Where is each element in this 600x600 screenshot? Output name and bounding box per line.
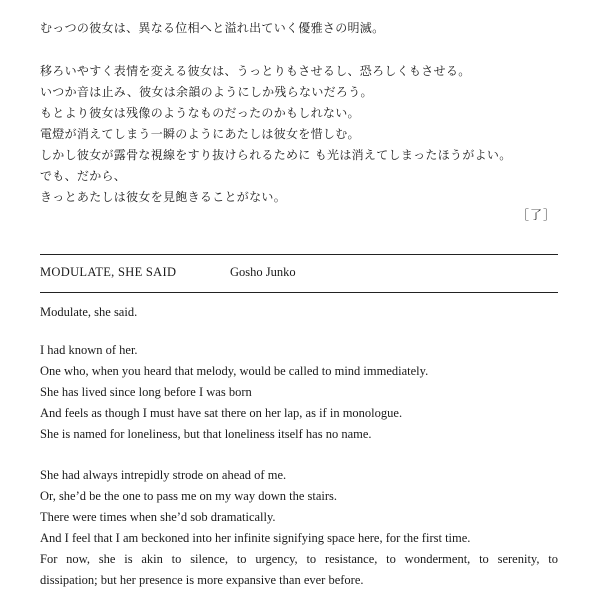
stanza-gap <box>40 445 560 465</box>
title-rule-top <box>40 254 558 255</box>
en-line: There were times when she’d sob dramatically. <box>40 510 276 524</box>
en-line: She had always intrepidly strode on ahead of me. <box>40 468 287 482</box>
jp-line: 移ろいやすく表情を変える彼女は、うっとりもさせるし、恐ろしくもさせる。 <box>40 64 471 78</box>
en-line: dissipation; but her presence is more expansive than ever before. <box>40 573 364 587</box>
jp-line: きっとあたしは彼女を見飽きることがない。 <box>40 190 287 204</box>
poem-title: MODULATE, SHE SAID <box>40 265 177 279</box>
jp-line: でも、だから、 <box>40 169 127 183</box>
en-line: One who, when you heard that melody, would be called to mind immediately. <box>40 364 429 378</box>
poem-author: Gosho Junko <box>230 265 296 279</box>
jp-line: もとより彼女は残像のようなものだったのかもしれない。 <box>40 106 360 120</box>
english-poem <box>40 302 560 591</box>
japanese-poem <box>40 18 560 208</box>
end-mark: ［了］ <box>516 208 556 222</box>
stanza-gap <box>40 39 560 61</box>
en-line: Or, she’d be the one to pass me on my way down the stairs. <box>40 489 338 503</box>
en-line: For now, she is akin to silence, to urgency, to resistance, to wonderment, to serenity, to <box>40 552 558 566</box>
en-line: And I feel that I am beckoned into her infinite signifying space here, for the first time. <box>40 531 471 545</box>
stanza-gap <box>40 323 560 340</box>
en-line: And feels as though I must have sat there on her lap, as if in monologue. <box>40 406 403 420</box>
en-opening-line: Modulate, she said. <box>40 305 138 319</box>
en-line: She has lived since long before I was born <box>40 385 252 399</box>
jp-line: 電燈が消えてしまう一瞬のようにあたしは彼女を惜しむ。 <box>40 127 360 141</box>
poem-heading <box>40 265 558 283</box>
jp-line: いつか音は止み、彼女は余韻のようにしか残らないだろう。 <box>40 85 373 99</box>
jp-line: しかし彼女が露骨な視線をすり抜けられるために も光は消えてしまったほうがよい。 <box>40 148 512 162</box>
jp-opening-line: むっつの彼女は、異なる位相へと溢れ出ていく優雅さの明滅。 <box>40 21 385 35</box>
en-line: She is named for loneliness, but that loneliness itself has no name. <box>40 427 372 441</box>
en-line: I had known of her. <box>40 343 138 357</box>
title-rule-bottom <box>40 292 558 293</box>
